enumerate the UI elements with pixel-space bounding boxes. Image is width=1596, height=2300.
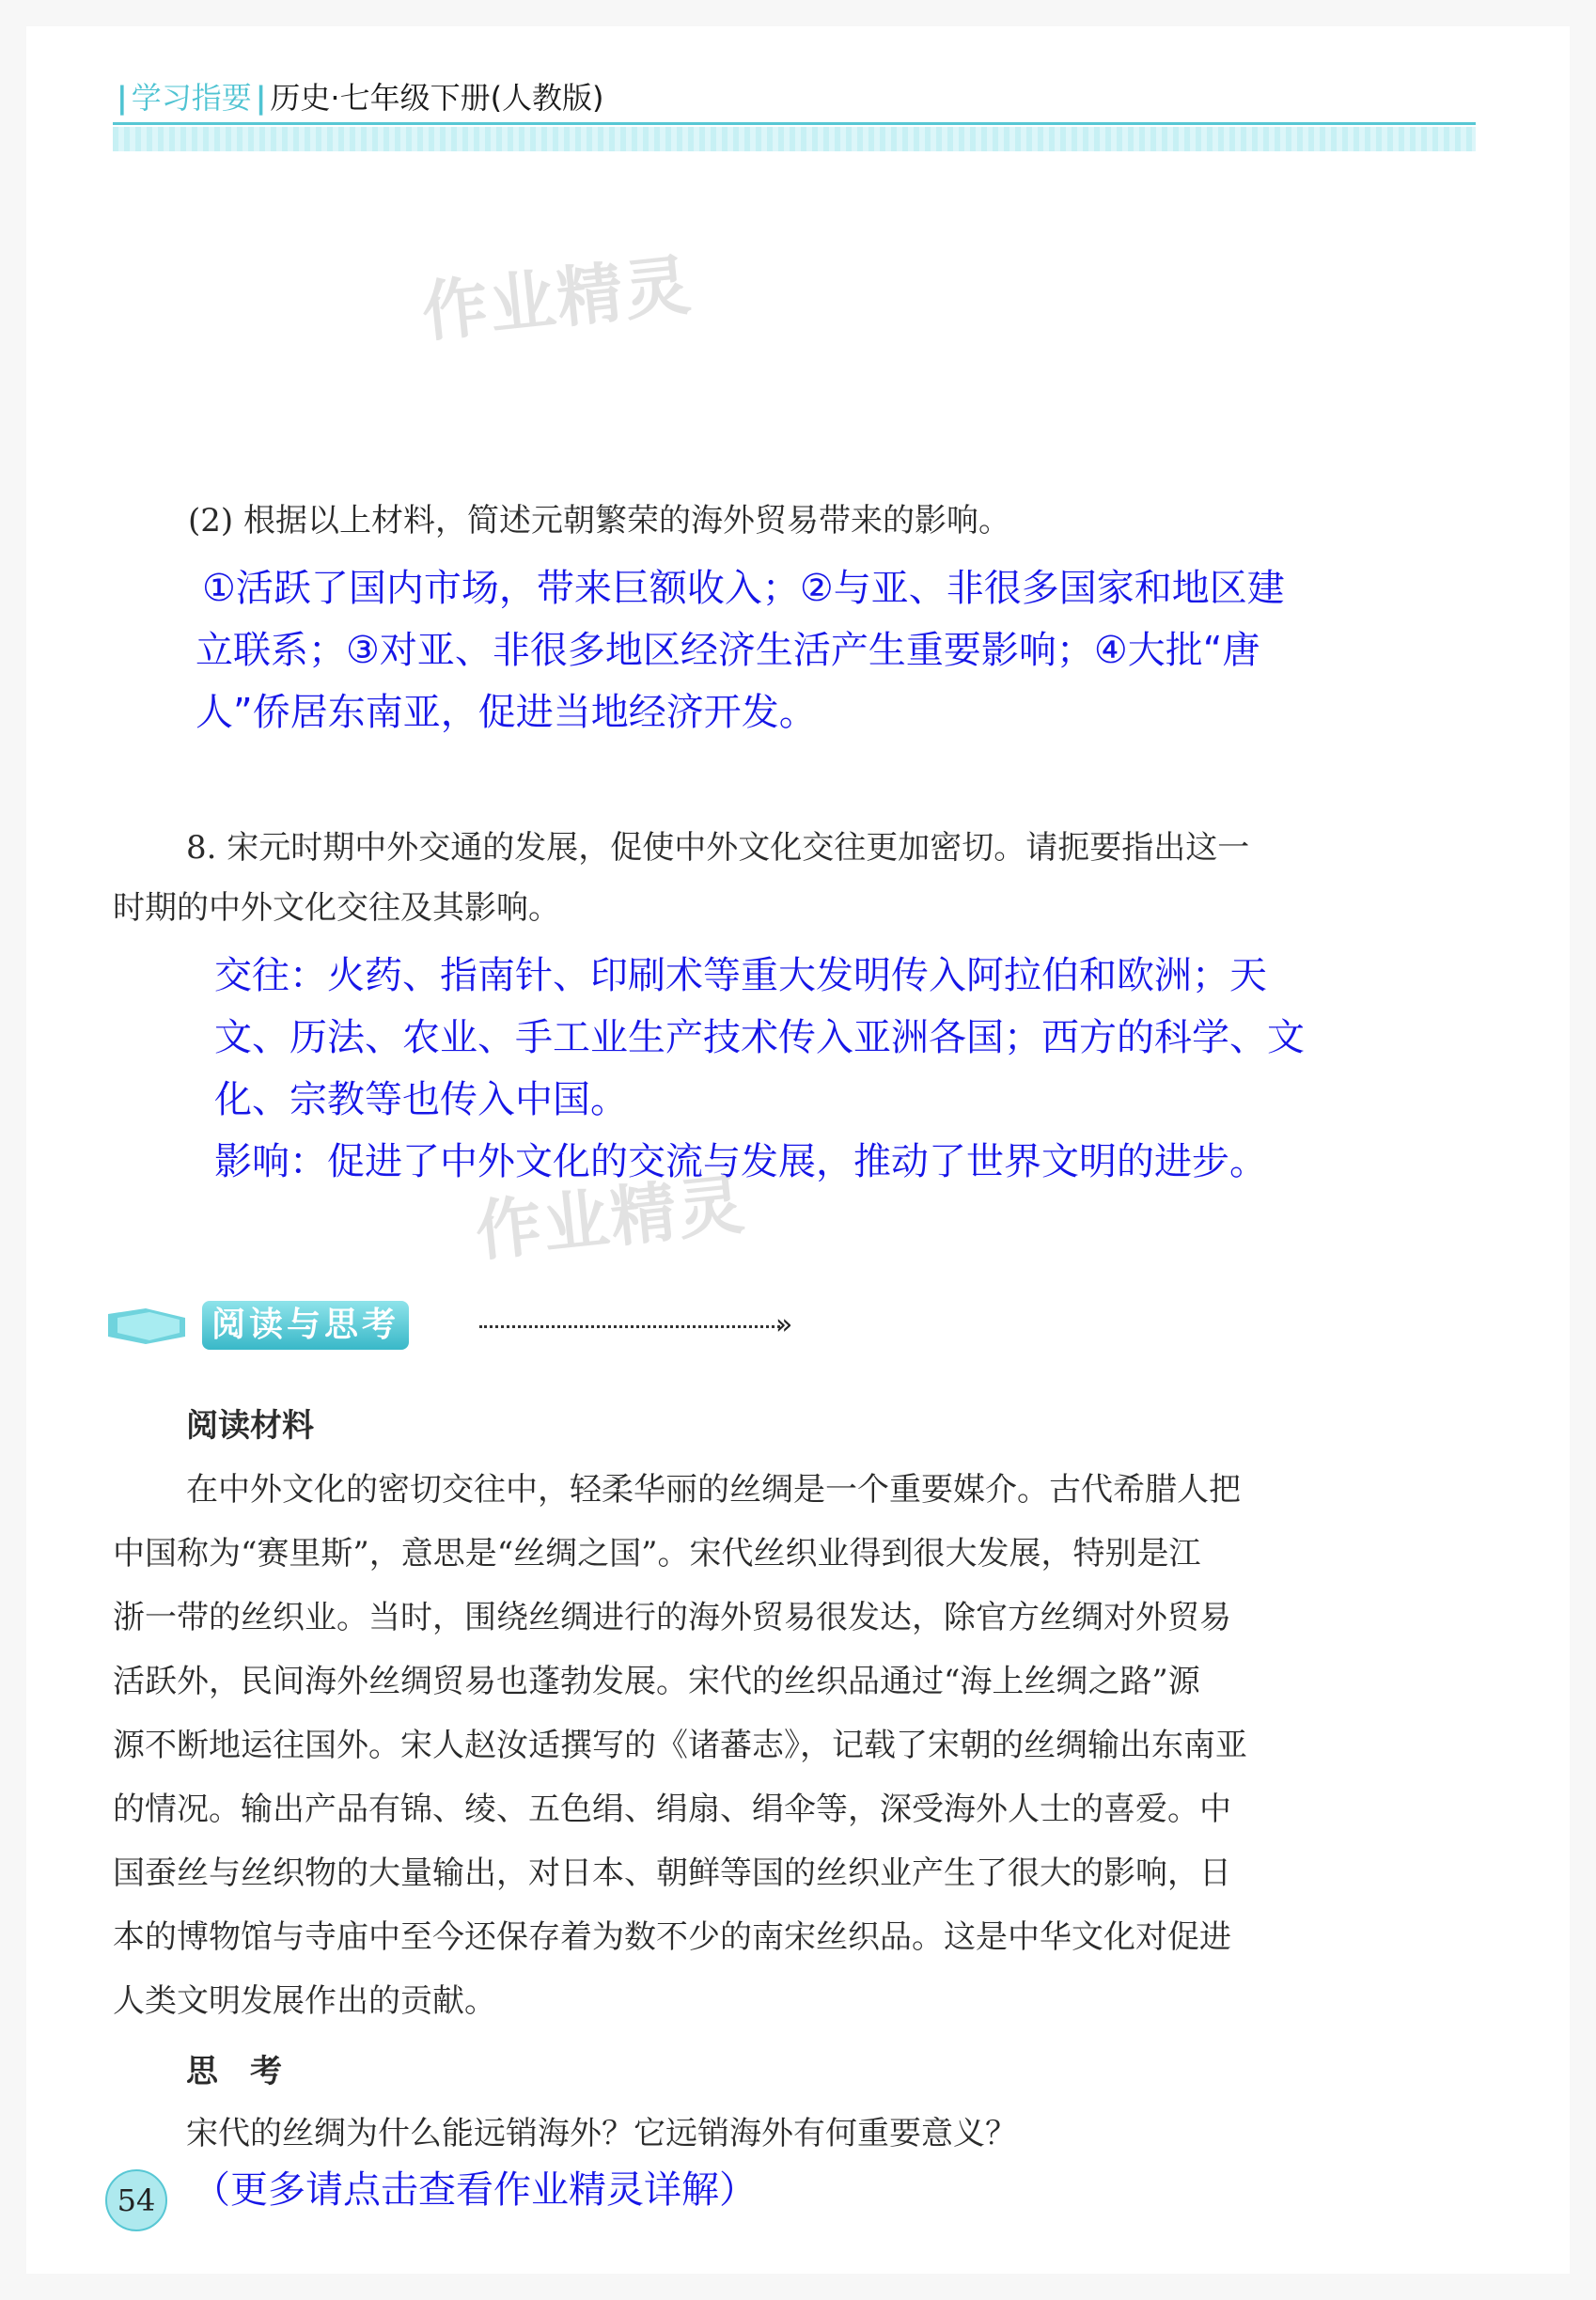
q8-answer-line-3: 化、宗教等也传入中国。 <box>214 1078 628 1121</box>
header-band <box>113 127 1476 151</box>
watermark-middle: 作业精灵 <box>472 1166 750 1271</box>
header-title <box>113 75 604 120</box>
page-number: 54 <box>105 2169 167 2231</box>
reading-line-4: 活跃外，民间海外丝绸贸易也蓬勃发展。宋代的丝织品通过“海上丝绸之路”源 <box>113 1663 1200 1700</box>
q8-answer-line-4: 影响：促进了中外文化的交流与发展，推动了世界文明的进步。 <box>214 1140 1267 1183</box>
page-header <box>113 75 1476 160</box>
section-divider <box>479 1325 780 1328</box>
think-heading: 思 考 <box>186 2053 282 2090</box>
reading-line-1: 在中外文化的密切交往中，轻柔华丽的丝绸是一个重要媒介。古代希腊人把 <box>186 1471 1241 1509</box>
book-title: 历史·七年级下册(人教版) <box>270 80 604 116</box>
think-question: 宋代的丝绸为什么能远销海外？它远销海外有何重要意义？ <box>186 2115 1017 2152</box>
q7-answer-line-2: 立联系；③对亚、非很多地区经济生活产生重要影响；④大批“唐 <box>196 629 1260 672</box>
q8-answer-line-1: 交往：火药、指南针、印刷术等重大发明传入阿拉伯和欧洲；天 <box>214 954 1267 997</box>
reading-line-2: 中国称为“赛里斯”，意思是“丝绸之国”。宋代丝织业得到很大发展，特别是江 <box>113 1535 1201 1572</box>
q8-question-line-2: 时期的中外文化交往及其影响。 <box>113 889 560 927</box>
reading-line-3: 浙一带的丝织业。当时，围绕丝绸进行的海外贸易很发达，除官方丝绸对外贸易 <box>113 1599 1231 1636</box>
q7-answer-line-3: 人”侨居东南亚，促进当地经济开发。 <box>196 691 817 734</box>
brand-label: 学习指要 <box>131 80 252 116</box>
reading-line-5: 源不断地运往国外。宋人赵汝适撰写的《诸蕃志》，记载了宋朝的丝绸输出东南亚 <box>113 1727 1247 1764</box>
watermark-top: 作业精灵 <box>418 246 696 352</box>
header-separator: | <box>255 80 267 116</box>
section-arrow-icon <box>108 1305 193 1346</box>
reading-heading: 阅读材料 <box>186 1407 314 1445</box>
q7-answer-line-1: ①活跃了国内市场，带来巨额收入；②与亚、非很多国家和地区建 <box>202 567 1285 610</box>
reading-line-6: 的情况。输出产品有锦、绫、五色绢、绢扇、绢伞等，深受海外人士的喜爱。中 <box>113 1791 1231 1828</box>
q8-answer-line-2: 文、历法、农业、手工业生产技术传入亚洲各国；西方的科学、文 <box>214 1016 1305 1059</box>
reading-line-7: 国蚕丝与丝织物的大量输出，对日本、朝鲜等国的丝织业产生了很大的影响，日 <box>113 1854 1231 1892</box>
section-end-icon: » <box>775 1308 793 1341</box>
section-title: 阅读与思考 <box>202 1301 409 1350</box>
more-details-link[interactable]: （更多请点击查看作业精灵详解） <box>193 2168 757 2212</box>
q8-question-line-1: 8. 宋元时期中外交通的发展，促使中外文化交往更加密切。请扼要指出这一 <box>186 829 1250 867</box>
section-banner <box>108 1297 804 1353</box>
header-rule <box>113 122 1476 125</box>
reading-line-8: 本的博物馆与寺庙中至今还保存着为数不少的南宋丝织品。这是中华文化对促进 <box>113 1918 1231 1956</box>
q7-question: (2) 根据以上材料，简述元朝繁荣的海外贸易带来的影响。 <box>188 502 1010 540</box>
reading-line-9: 人类文明发展作出的贡献。 <box>113 1982 496 2020</box>
header-bar-left: | <box>117 80 128 116</box>
